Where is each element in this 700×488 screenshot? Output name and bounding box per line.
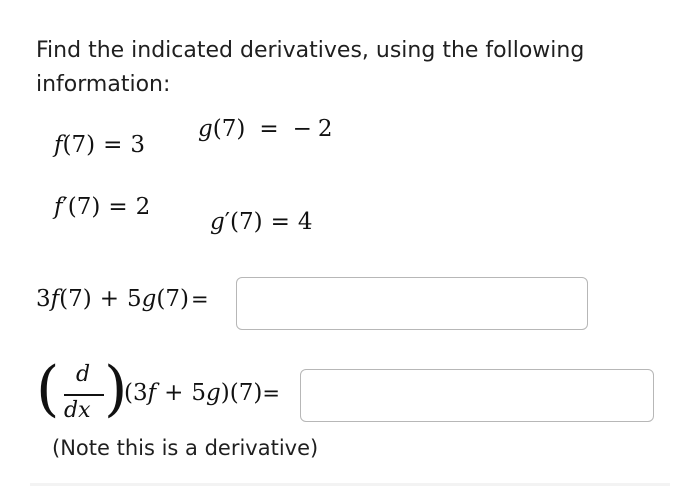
derivative-denominator: dx: [64, 398, 91, 423]
argument: (7): [229, 209, 263, 235]
plus-sign: +: [164, 380, 184, 406]
value: 3: [130, 132, 146, 158]
question-prompt: [36, 34, 656, 102]
coefficient: 3: [36, 286, 51, 312]
g-symbol: g: [206, 380, 221, 406]
argument: (7): [156, 286, 189, 312]
g-symbol: g: [141, 286, 157, 312]
given-g-of-7: [198, 116, 333, 142]
left-paren: (: [36, 354, 60, 424]
coefficient: 5: [191, 380, 207, 406]
question-line-2: information:: [36, 72, 171, 97]
part2-answer-input[interactable]: [300, 369, 654, 422]
divider: [30, 483, 670, 486]
f-symbol: f: [54, 132, 63, 158]
minus-sign: −: [292, 116, 312, 142]
value: 2: [317, 116, 333, 142]
plus-sign: +: [99, 286, 120, 312]
given-f-of-7: [54, 132, 145, 158]
f-symbol: f: [147, 380, 157, 406]
f-symbol: f: [50, 286, 60, 312]
equals-sign: =: [108, 194, 128, 220]
prime-mark: ′: [62, 194, 68, 220]
fraction-bar: [64, 394, 104, 396]
equals-sign: =: [262, 381, 280, 405]
argument: (7): [59, 286, 92, 312]
g-symbol: g: [210, 209, 225, 235]
given-f-prime-of-7: [54, 194, 150, 220]
derivative-note: (Note this is a derivative): [52, 436, 319, 460]
coefficient: 5: [127, 286, 142, 312]
right-paren: ): [104, 354, 128, 424]
part2-expression: [124, 380, 280, 406]
part1-expression: [36, 286, 209, 312]
prime-mark: ′: [224, 209, 230, 235]
equals-sign: =: [259, 116, 279, 142]
value: 4: [297, 209, 313, 235]
argument: (7): [212, 116, 246, 142]
equals-sign: =: [270, 209, 290, 235]
argument: (7): [62, 132, 96, 158]
question-line-1: Find the indicated derivatives, using the following: [36, 38, 585, 63]
equals-sign: =: [191, 287, 209, 311]
equals-sign: =: [103, 132, 123, 158]
g-symbol: g: [198, 116, 213, 142]
f-symbol: f: [54, 194, 63, 220]
part1-answer-input[interactable]: [236, 277, 588, 330]
given-g-prime-of-7: [210, 209, 312, 235]
expr-close: )(7): [220, 380, 263, 406]
value: 2: [135, 194, 151, 220]
derivative-numerator: d: [76, 362, 91, 387]
expr-open: (3: [124, 380, 148, 406]
argument: (7): [67, 194, 101, 220]
